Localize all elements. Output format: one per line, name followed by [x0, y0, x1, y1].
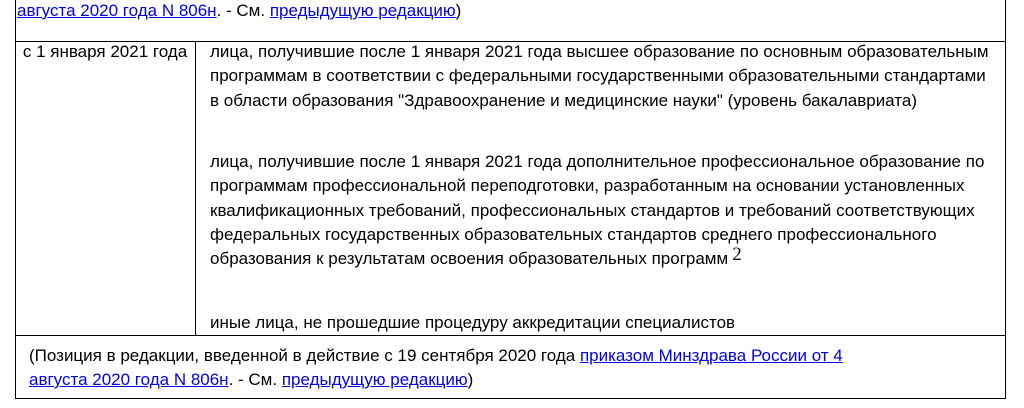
top-note: [17, 0, 461, 23]
bottom-note-line-2: [29, 368, 473, 392]
category-paragraph-1: лица, получившие после 1 января 2021 года высшее образование по основным образовательным программам в соответствии с федеральными государственными образовательными стандартами в области образования "Здравоохранение и медицинские науки" (уровень бакалавриата): [210, 42, 989, 110]
order-link-bottom-continued[interactable]: августа 2020 года N 806н: [29, 370, 229, 389]
category-paragraph-2: [210, 150, 990, 271]
bottom-note-middle: . - См.: [228, 370, 282, 389]
previous-edition-link[interactable]: предыдущую редакцию: [269, 1, 456, 20]
bottom-note-line-1: [29, 344, 843, 368]
top-note-middle: . - См.: [216, 1, 270, 20]
order-link-bottom[interactable]: приказом Минздрава России от 4: [579, 346, 843, 365]
category-paragraph-2-text: лица, получившие после 1 января 2021 года дополнительное профессиональное образование по программам профессиональной переподготовки, разработанным на основании установленных квалификационных требований, профессиональных стандартов и требований соответствующих федеральных государственных образовательных стандартов среднего профессионального образования к результатам освоения образовательных программ: [210, 152, 985, 269]
bottom-note-text: (Позиция в редакции, введенной в действие с 19 сентября 2020 года: [29, 346, 580, 365]
order-link[interactable]: августа 2020 года N 806н: [17, 1, 217, 20]
top-note-end: ): [455, 1, 462, 20]
bottom-note-end: ): [467, 370, 474, 389]
footnote-marker: 2: [732, 244, 742, 266]
column-divider: [195, 41, 196, 335]
previous-edition-link-bottom[interactable]: предыдущую редакцию: [281, 370, 468, 389]
date-cell: с 1 января 2021 года: [22, 42, 188, 61]
category-paragraph-3: иные лица, не прошедшие процедуру аккредитации специалистов: [210, 313, 736, 332]
